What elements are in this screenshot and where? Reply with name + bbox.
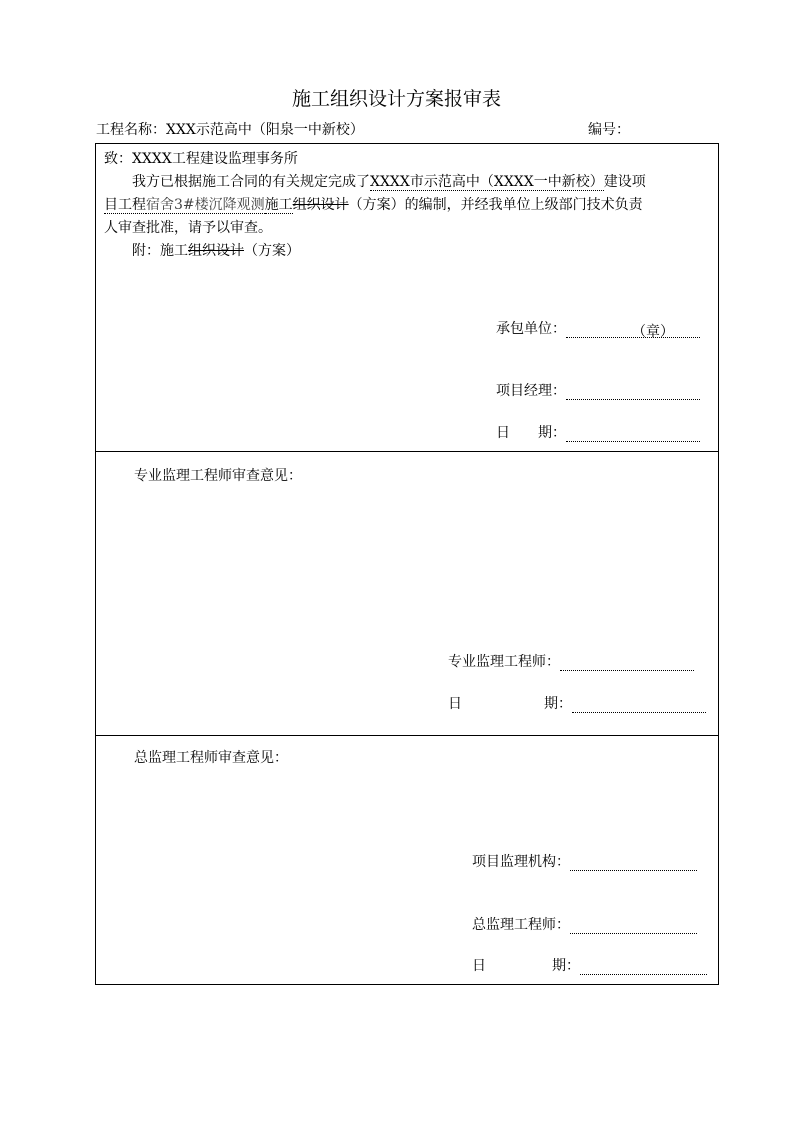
to-value: XXXX工程建设监理事务所 — [132, 151, 298, 167]
chief-field — [472, 914, 697, 934]
section-heading: 专业监理工程师审查意见： — [134, 468, 302, 484]
text: 建设项 — [603, 174, 646, 190]
engineer-label: 专业监理工程师： — [448, 654, 560, 670]
date-input[interactable] — [580, 960, 707, 975]
date-label: 日 期： — [496, 425, 566, 441]
date-field — [472, 955, 707, 975]
struck-text: 组织设计 — [188, 243, 244, 259]
contractor-field — [496, 318, 700, 338]
divider — [96, 735, 718, 736]
org-field — [472, 851, 697, 871]
engineer-field — [448, 651, 694, 671]
text: 施工 — [264, 197, 293, 213]
project-full-name: XXXX市示范高中（XXXX一中新校） — [370, 174, 604, 190]
date-label-b: 期： — [552, 958, 580, 974]
engineer-input[interactable] — [560, 656, 694, 671]
date-label-a: 日 — [472, 958, 486, 974]
divider — [96, 451, 718, 452]
text: 人审查批准，请予以审查。 — [104, 220, 272, 236]
pm-field — [496, 380, 700, 400]
date-label-a: 日 — [448, 696, 462, 712]
contractor-input[interactable] — [566, 321, 700, 338]
org-label: 项目监理机构： — [472, 854, 570, 870]
date-label-b: 期： — [544, 696, 572, 712]
contractor-label: 承包单位： — [496, 321, 566, 337]
section-heading: 总监理工程师审查意见： — [134, 750, 288, 766]
addressee — [104, 148, 712, 171]
number-label: 编号： — [588, 122, 630, 138]
date-field — [496, 422, 700, 442]
body-text — [104, 171, 712, 263]
attachment-label: 附：施工 — [132, 243, 188, 259]
pm-input[interactable] — [566, 385, 700, 400]
text: （方案）的编制，并经我单位上级部门技术负责 — [348, 197, 643, 213]
project-name-line — [96, 119, 364, 139]
seal-text: （章） — [632, 324, 674, 340]
text: （方案） — [244, 243, 300, 259]
form-table — [95, 143, 719, 985]
text: 我方已根据施工合同的有关规定完成了 — [132, 174, 370, 190]
to-label: 致： — [104, 151, 132, 167]
subproject-name: 宿舍3#楼沉降观测 — [146, 197, 265, 213]
page-title: 施工组织设计方案报审表 — [291, 88, 501, 110]
org-input[interactable] — [570, 856, 697, 871]
date-field — [448, 693, 706, 713]
project-name: XXX示范高中（阳泉一中新校） — [166, 122, 364, 138]
chief-input[interactable] — [570, 919, 697, 934]
text: 目工程 — [104, 197, 146, 213]
chief-label: 总监理工程师： — [472, 917, 570, 933]
pm-label: 项目经理： — [496, 383, 566, 399]
date-input[interactable] — [572, 698, 706, 713]
struck-text: 组织设计 — [292, 197, 349, 213]
date-input[interactable] — [566, 427, 700, 442]
project-label: 工程名称： — [96, 122, 166, 138]
